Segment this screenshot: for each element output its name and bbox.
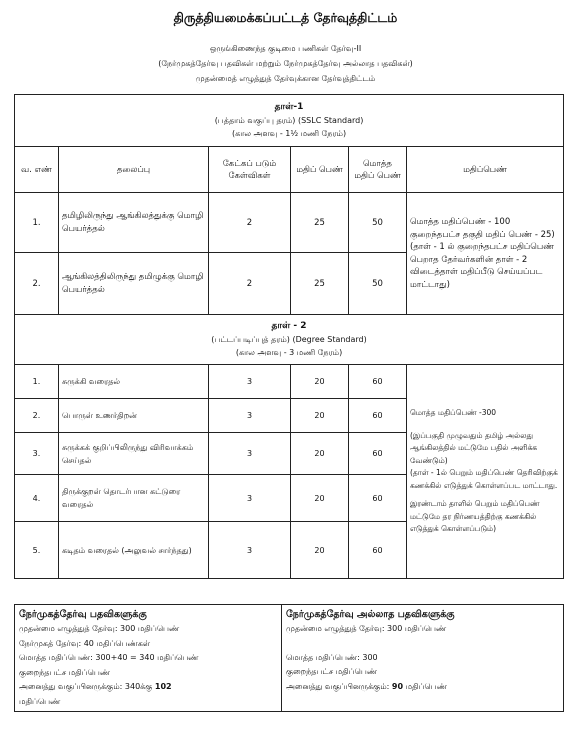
non-interview-all-classes-suffix: மதிப்பெண் [405,681,447,691]
page-title: திருத்தியமைக்கப்பட்டத் தேர்வுத்திட்டம் [173,10,398,25]
non-interview-main-exam: முதன்மை எழுத்துத் தேர்வு: 300 மதிப்பெண் [286,624,447,633]
paper2-note-total: மொத்த மதிப்பெண் -300 [410,408,497,418]
exam-scheme-table [14,94,564,579]
paper1-standard: (பத்தாம் வகுப்பு தரம்) (SSLC Standard) [214,116,364,125]
col-questions: கேட்கப் படும் கேள்விகள் [209,147,291,193]
posts-description: (நேர்முகத்தேர்வு பதவிகள் மற்றும் நேர்முகத்தேர்வு அல்லாத பதவிகள்) [158,59,413,68]
row-total: 60 [349,522,407,579]
row-topic: சுருக்கக் குறிப்பிலிருந்து விரிவாக்கம் செய்தல் [59,433,209,475]
row-topic: சுருக்கி வரைதல் [59,365,209,399]
row-questions: 3 [209,399,291,433]
interview-total: மொத்த மதிப்பெண்: 300+40 = 340 மதிப்பெண் [19,653,199,662]
row-number: 3. [15,433,59,475]
row-questions: 2 [209,193,291,253]
row-questions: 3 [209,475,291,522]
paper1-header-row [15,95,564,147]
non-interview-minimum-label: குறைந்தபட்ச மதிப்பெண் [286,667,378,676]
row-number: 2. [15,253,59,315]
marks-summary-table [14,604,564,712]
paper2-standard: (பட்டப்படிப்புத் தரம்) (Degree Standard) [211,335,367,344]
row-topic: தமிழிலிருந்து ஆங்கிலத்துக்கு மொழி பெயர்த்தல் [59,193,209,253]
interview-all-classes [19,680,277,695]
row-marks: 20 [291,522,349,579]
non-interview-all-classes-value: 90 [391,681,404,691]
paper1-duration: (கால அளவு - 1½ மணி நேரம்) [231,129,347,138]
non-interview-posts-heading: நேர்முகத்தேர்வு அல்லாத பதவிகளுக்கு [286,609,455,620]
row-marks: 20 [291,433,349,475]
non-interview-posts-box [282,605,564,712]
interview-posts-box [15,605,282,712]
interview-posts-heading: நேர்முகத்தேர்வு பதவிகளுக்கு [19,609,147,620]
row-total: 50 [349,253,407,315]
row-number: 1. [15,365,59,399]
column-header-row [15,147,564,193]
non-interview-total: மொத்த மதிப்பெண்: 300 [286,652,378,662]
paper1-note: மொத்த மதிப்பெண் - 100 குறைந்தபட்ச தகுதி மதிப் பெண் - 25) (தாள் - 1 ல் குறைந்தபட்ச மதிப்பெண் பெறாத தேர்வர்களின் தாள் - 2 விடைத்தாள் மதிப்பீடு செய்யப்பட மாட்டாது) [407,193,564,315]
paper2-header-row [15,315,564,365]
scheme-subtitle: முதன்மைத் எழுத்துத் தேர்வுக்கான தேர்வுத்திட்டம் [195,74,376,83]
col-topic: தலைப்பு [59,147,209,193]
interview-all-classes-value: 102 [154,682,172,691]
table-row [15,193,564,253]
paper2-duration: (கால அளவு - 3 மணி நேரம்) [235,348,343,357]
interview-all-classes-suffix: மதிப்பெண் [19,696,61,706]
row-number: 1. [15,193,59,253]
interview-marks: நேர்முகத் தேர்வு: 40 மதிப்பெண்கள் [19,638,151,648]
interview-main-exam: முதன்மை எழுத்துத் தேர்வு: 300 மதிப்பெண் [19,624,180,633]
row-total: 60 [349,399,407,433]
col-marks: மதிப் பெண் [291,147,349,193]
row-total: 50 [349,193,407,253]
paper2-note [407,365,564,579]
interview-minimum-label: குறைந்தபட்ச மதிப்பெண் [19,667,111,677]
exam-name: ஒருங்கிணைந்த குடிமை பணிகள் தேர்வு-II [209,44,362,53]
row-topic: திருக்குறள் தொடர்பான கட்டுரை வரைதல் [59,475,209,522]
row-questions: 3 [209,522,291,579]
interview-all-classes-prefix: அனைத்து வகுப்பினருக்கும்: 340க்கு [19,682,153,691]
row-number: 2. [15,399,59,433]
non-interview-all-classes-prefix: அனைத்து வகுப்பினருக்கும்: [286,681,390,691]
paper2-note-paper2-rule: இரண்டாம் தாளில் பெறும் மதிப்பெண் மட்டுமே தர நிர்ணயத்திற்கு கணக்கில் எடுத்துக் கொள்ளப்படும்) [410,499,540,534]
row-total: 60 [349,475,407,522]
col-remarks: மதிப்பெண் [407,147,564,193]
row-marks: 25 [291,253,349,315]
table-row [15,365,564,399]
row-marks: 20 [291,365,349,399]
paper2-note-language: (இப்பகுதி முழுவதும் தமிழ் அல்லது ஆங்கிலத்தில் மட்டுமே பதில் அளிக்க வேண்டும்) [410,430,538,465]
row-number: 4. [15,475,59,522]
row-marks: 20 [291,399,349,433]
paper1-title: தாள்-1 [274,102,304,112]
row-topic: பொருள் உணர்திறன் [59,399,209,433]
row-marks: 25 [291,193,349,253]
row-questions: 3 [209,433,291,475]
paper2-note-paper1-rule: (தாள் - 1ல் பெறும் மதிப்பெண் தெரிவிற்குக் கணக்கில் எடுத்துக் கொள்ளப்பட மாட்டாது. [410,468,558,490]
row-questions: 2 [209,253,291,315]
non-interview-all-classes [286,680,559,695]
row-marks: 20 [291,475,349,522]
row-topic: ஆங்கிலத்திலிருந்து தமிழுக்கு மொழி பெயர்த்தல் [59,253,209,315]
row-total: 60 [349,433,407,475]
row-number: 5. [15,522,59,579]
row-total: 60 [349,365,407,399]
col-total: மொத்த மதிப் பெண் [349,147,407,193]
col-sno: வ. எண் [15,147,59,193]
paper2-title: தாள் - 2 [271,321,307,331]
row-questions: 3 [209,365,291,399]
row-topic: கடிதம் வரைதல் (அலுவல் சார்ந்தது) [59,522,209,579]
